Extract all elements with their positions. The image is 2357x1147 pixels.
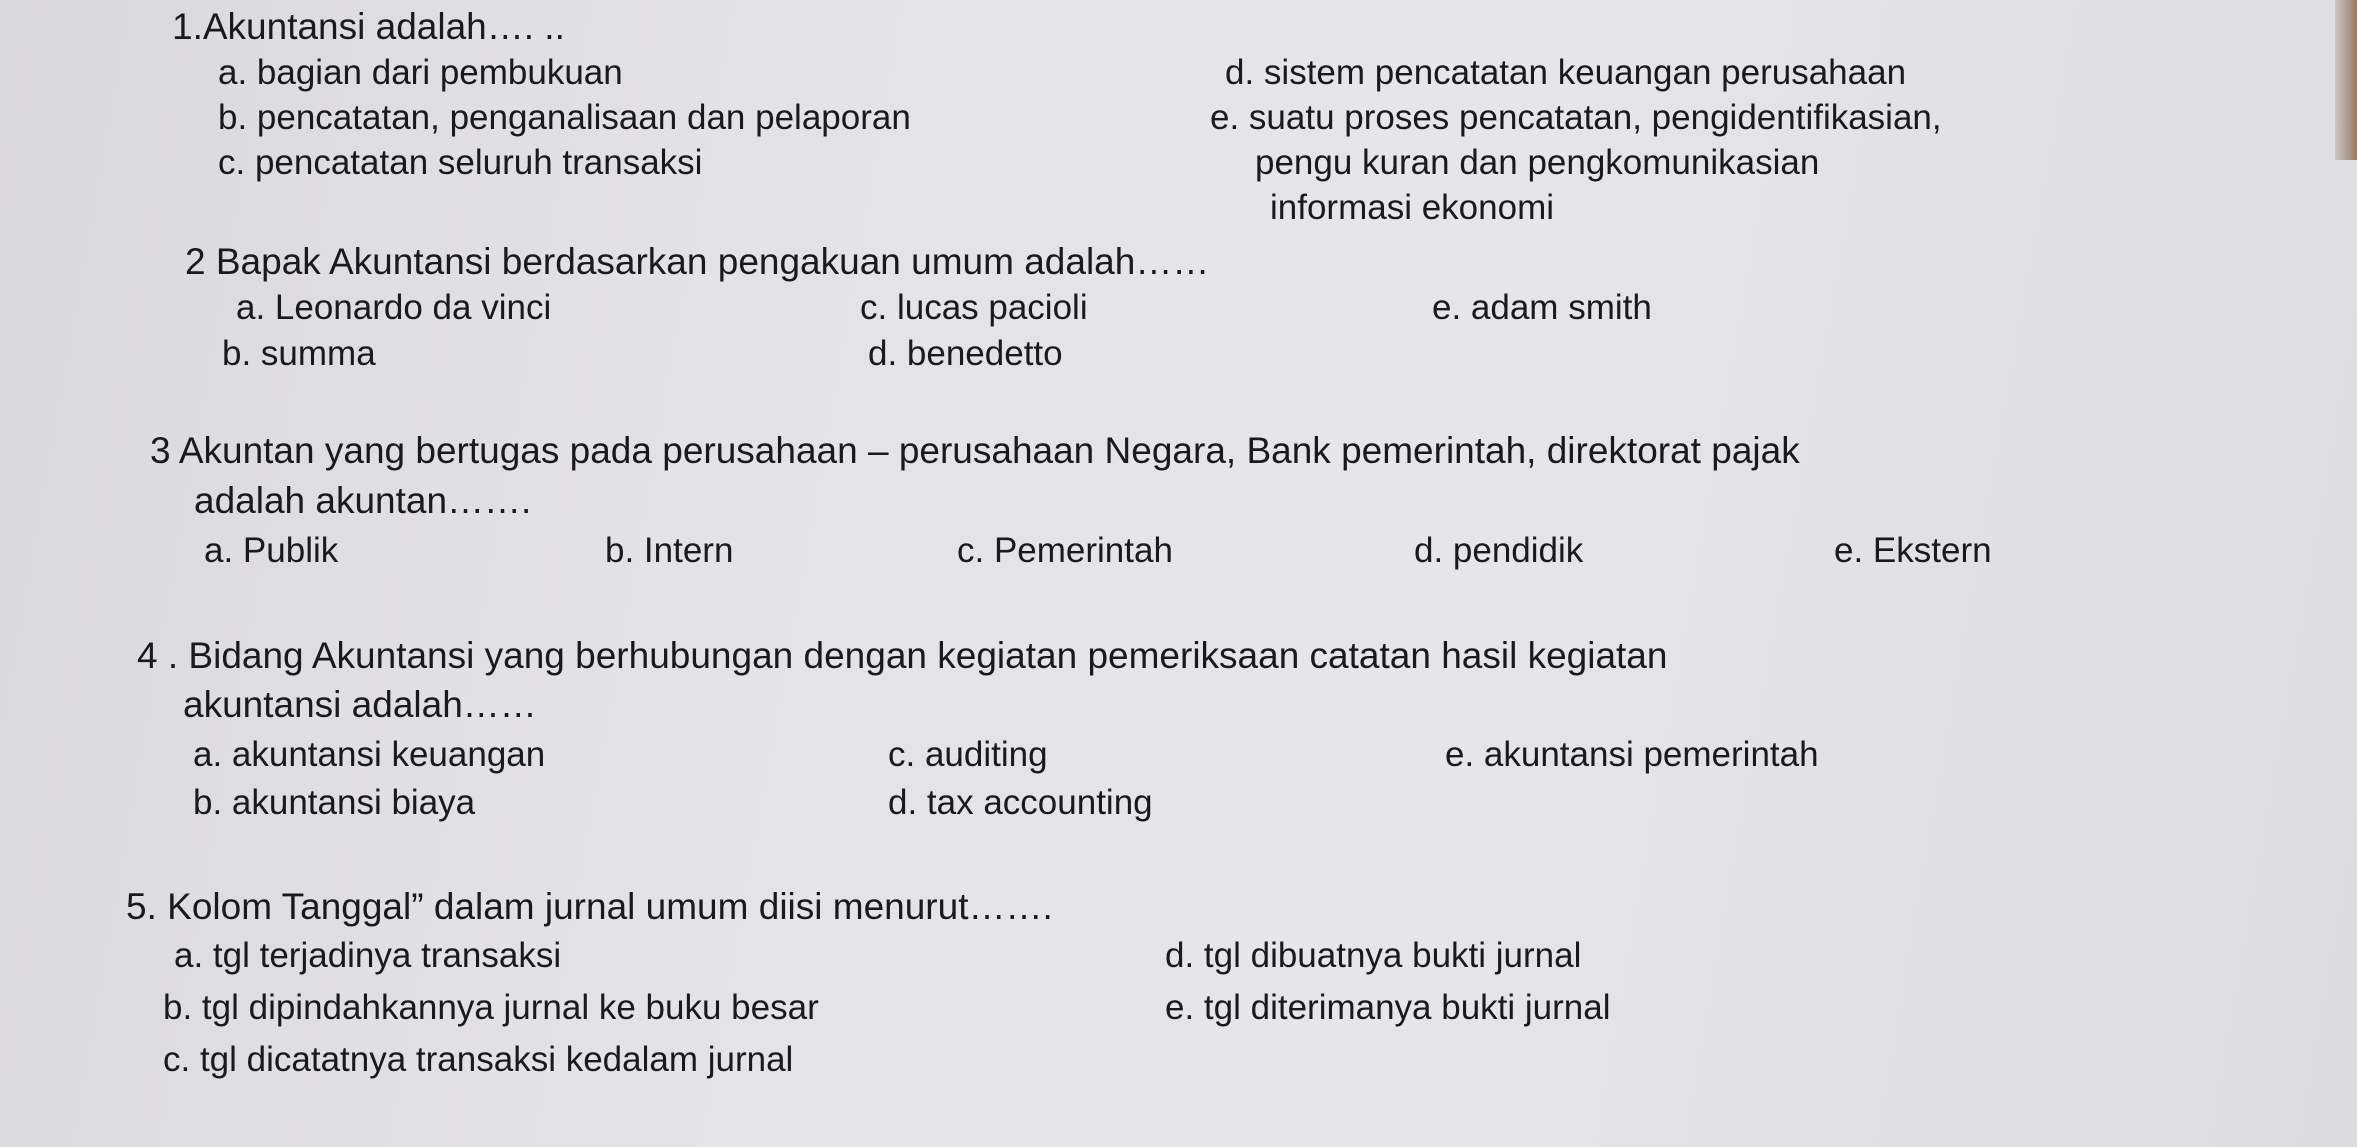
question-4-text-continued: akuntansi adalah…… (183, 684, 537, 725)
question-5-text: 5. Kolom Tanggal” dalam jurnal umum diisi menurut……. (126, 886, 1053, 927)
question-1-text: 1.Akuntansi adalah…. .. (172, 6, 565, 47)
question-1-option-c: c. pencatatan seluruh transaksi (218, 143, 703, 182)
question-3-option-a: a. Publik (204, 531, 339, 570)
paper-edge (2335, 0, 2357, 160)
question-2-text: 2 Bapak Akuntansi berdasarkan pengakuan umum adalah…… (185, 241, 1210, 282)
question-5-option-a: a. tgl terjadinya transaksi (174, 936, 562, 975)
question-1-option-a: a. bagian dari pembukuan (218, 53, 623, 92)
question-5-option-d: d. tgl dibuatnya bukti jurnal (1165, 936, 1582, 975)
question-4-option-e: e. akuntansi pemerintah (1445, 735, 1819, 774)
question-4-option-d: d. tax accounting (888, 783, 1153, 822)
question-3-text: 3 Akuntan yang bertugas pada perusahaan – perusahaan Negara, Bank pemerintah, direktorat pajak (150, 430, 1800, 471)
question-3-option-e: e. Ekstern (1834, 531, 1992, 570)
question-3-option-b: b. Intern (605, 531, 734, 570)
question-2-option-e: e. adam smith (1432, 288, 1652, 327)
question-1-option-b: b. pencatatan, penganalisaan dan pelaporan (218, 98, 911, 137)
question-2-option-a: a. Leonardo da vinci (236, 288, 552, 327)
question-5-option-c: c. tgl dicatatnya transaksi kedalam jurnal (163, 1040, 794, 1079)
question-1-option-e: e. suatu proses pencatatan, pengidentifikasian, (1210, 98, 1942, 137)
question-1-option-e-continued: pengu kuran dan pengkomunikasian (1255, 143, 1820, 182)
question-2-option-c: c. lucas pacioli (860, 288, 1088, 327)
question-5-option-e: e. tgl diterimanya bukti jurnal (1165, 988, 1611, 1027)
question-2-option-b: b. summa (222, 334, 376, 373)
question-4-option-c: c. auditing (888, 735, 1048, 774)
question-5-option-b: b. tgl dipindahkannya jurnal ke buku besar (163, 988, 819, 1027)
question-4-option-b: b. akuntansi biaya (193, 783, 476, 822)
question-1-option-e-continued-2: informasi ekonomi (1270, 188, 1554, 227)
question-4-option-a: a. akuntansi keuangan (193, 735, 546, 774)
question-1-option-d: d. sistem pencatatan keuangan perusahaan (1225, 53, 1907, 92)
question-4-text: 4 . Bidang Akuntansi yang berhubungan dengan kegiatan pemeriksaan catatan hasil kegiatan (137, 635, 1668, 676)
question-3-option-d: d. pendidik (1414, 531, 1584, 570)
question-3-text-continued: adalah akuntan……. (194, 480, 532, 521)
question-3-option-c: c. Pemerintah (957, 531, 1173, 570)
question-2-option-d: d. benedetto (868, 334, 1063, 373)
